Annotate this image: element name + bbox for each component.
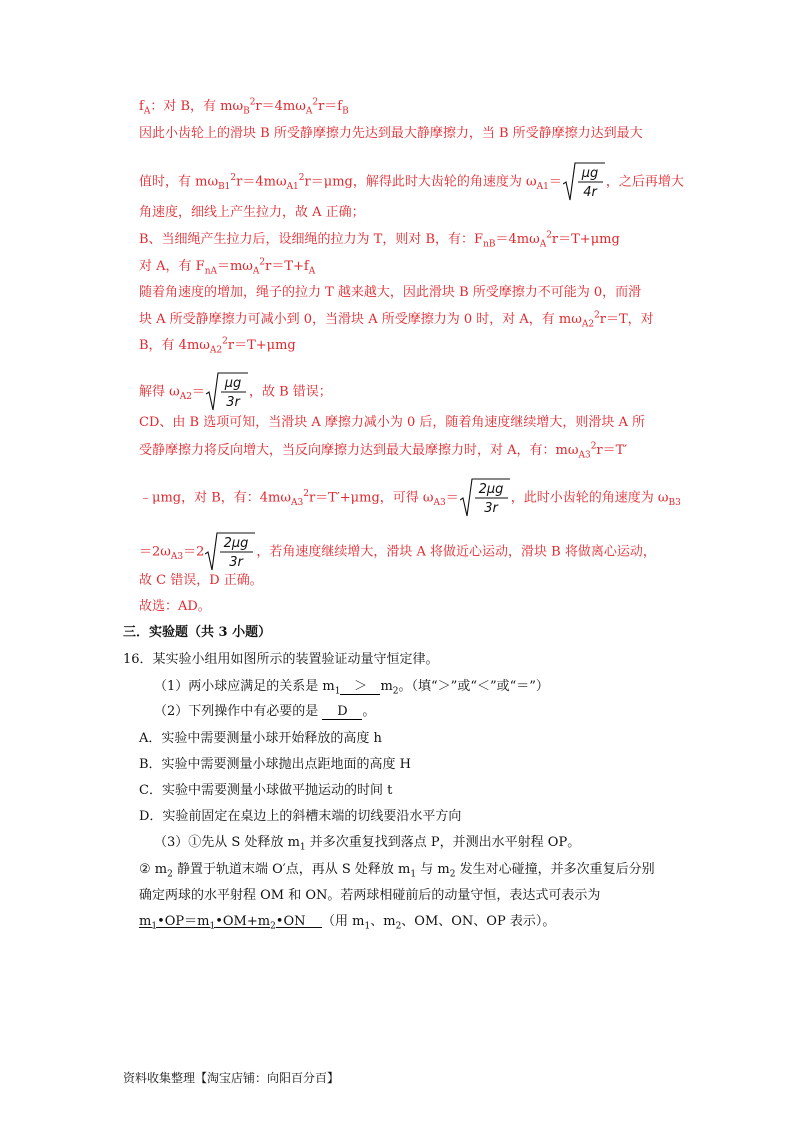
solution-line-11: CD、由 B 选项可知，当滑块 A 摩擦力减小为 0 后，随着角速度继续增大，则滑块 A 所 — [139, 415, 646, 430]
solution-line-7: 随着角速度的增加，绳子的拉力 T 越来越大，因此滑块 B 所受摩擦力不可能为 0，而滑 — [139, 285, 642, 300]
svg-text:4r: 4r — [583, 185, 597, 200]
solution-line-10: 解得 $\omega_{A2}=$ μg 3r ，故 B 错误； — [139, 372, 332, 412]
answer-expression: $m_1•OP=m_1•OM+m_2•ON$ — [139, 914, 306, 932]
footer-note: 资料收集整理【淘宝店铺：向阳百分百】 — [123, 1071, 340, 1085]
solution-line-9: B，有 $4m\omega_{A2}^2r=T+\mu mg$ — [139, 336, 296, 356]
question-part-2: （2）下列操作中有必要的是 D 。 — [154, 704, 376, 719]
svg-text:3r: 3r — [229, 555, 244, 570]
svg-text:μg: μg — [224, 376, 242, 391]
solution-line-14: $=2\omega_{A3}=2$ 2μg 3r ，若角速度继续增大，滑块 A 将做近心运动，滑块 B 将做离心运动， — [139, 532, 656, 572]
svg-text:μg: μg — [581, 166, 599, 181]
section-title: 三．实验题（共 3 小题） — [123, 625, 272, 640]
option-d: D．实验前固定在桌边上的斜槽末端的切线要沿水平方向 — [139, 809, 462, 824]
sqrt-formula — [205, 532, 255, 572]
solution-line-15: 故 C 错误，D 正确。 — [139, 573, 263, 588]
solution-line-6: 对 A，有 $F_{nA}=m\omega_A^2r=T+f_A$ — [139, 257, 316, 277]
solution-line-8: 块 A 所受静摩擦力可减小到 0，当滑块 A 所受摩擦力为 0 时，对 A，有 $m\omega_{A2}^2r=T$，对 — [139, 310, 654, 330]
svg-text:2μg: 2μg — [223, 536, 249, 551]
solution-line-3: 值时，有 $m\omega_{B1}^2r=4m\omega_{A1}^2r=\mu mg$，解得此时大齿轮的角速度为 $\omega_{A1}=$ μg 4r ，之后再增大 — [139, 162, 684, 202]
solution-line-4: 角速度，细线上产生拉力，故 A 正确； — [139, 205, 365, 220]
answer-blank: D — [322, 704, 362, 720]
answer-blank: ＞ — [340, 679, 380, 695]
solution-line-12: 受静摩擦力将反向增大，当反向摩擦力达到最大最摩擦力时，对 A，有：$m\omega_{A3}^2r=T'$ — [139, 441, 628, 461]
solution-line-1: $f_A$：对 B，有 $m\omega_B^2r=4m\omega_A^2r=f_B$ — [139, 97, 349, 117]
solution-line-5: B、当细绳产生拉力后，设细绳的拉力为 T，则对 B，有：$F_{nB}=4m\omega_A^2r=T+\mu mg$ — [139, 230, 620, 250]
solution-line-16: 故选：AD。 — [139, 599, 211, 614]
question-part-3-line-3: 确定两球的水平射程 OM 和 ON。若两球相碰前后的动量守恒，表达式可表示为 — [139, 888, 601, 903]
sqrt-formula — [460, 478, 510, 518]
question-stem: 16．某实验小组用如图所示的装置验证动量守恒定律。 — [123, 652, 439, 667]
solution-line-13: ﹣μmg，对 B，有：$4m\omega_{A3}^2r=T'+\mu mg$，可得 $\omega_{A3}=$ 2μg 3r ，此时小齿轮的角速度为 $\omega_{B3}$ — [139, 478, 681, 518]
question-part-3-step-2: ② $m_2$ 静置于轨道末端 O′点，再从 S 处释放 $m_1$ 与 $m_2$ 发生对心碰撞，并多次重复后分别 — [139, 862, 655, 880]
option-c: C．实验中需要测量小球做平抛运动的时间 t — [139, 783, 393, 798]
sqrt-formula — [563, 162, 605, 202]
sqrt-formula — [206, 372, 248, 412]
svg-text:3r: 3r — [483, 501, 498, 516]
svg-text:3r: 3r — [226, 395, 240, 410]
svg-text:2μg: 2μg — [478, 482, 504, 497]
option-b: B．实验中需要测量小球抛出点距地面的高度 H — [139, 757, 412, 772]
question-part-1: （1）两小球应满足的关系是 $m_1 > m_2$。（填“＞”或“＜”或“＝”） — [154, 679, 549, 697]
question-part-3-answer: $m_1•OP=m_1•OM+m_2•ON$ （用 $m_1$、$m_2$、OM、ON、OP 表示）。 — [139, 914, 556, 932]
solution-line-2: 因此小齿轮上的滑块 B 所受静摩擦力先达到最大静摩擦力，当 B 所受静摩擦力达到最大 — [139, 126, 643, 141]
option-a: A．实验中需要测量小球开始释放的高度 h — [139, 731, 382, 746]
question-part-3: （3）①先从 S 处释放 $m_1$ 并多次重复找到落点 P，并测出水平射程 OP。 — [154, 835, 581, 853]
